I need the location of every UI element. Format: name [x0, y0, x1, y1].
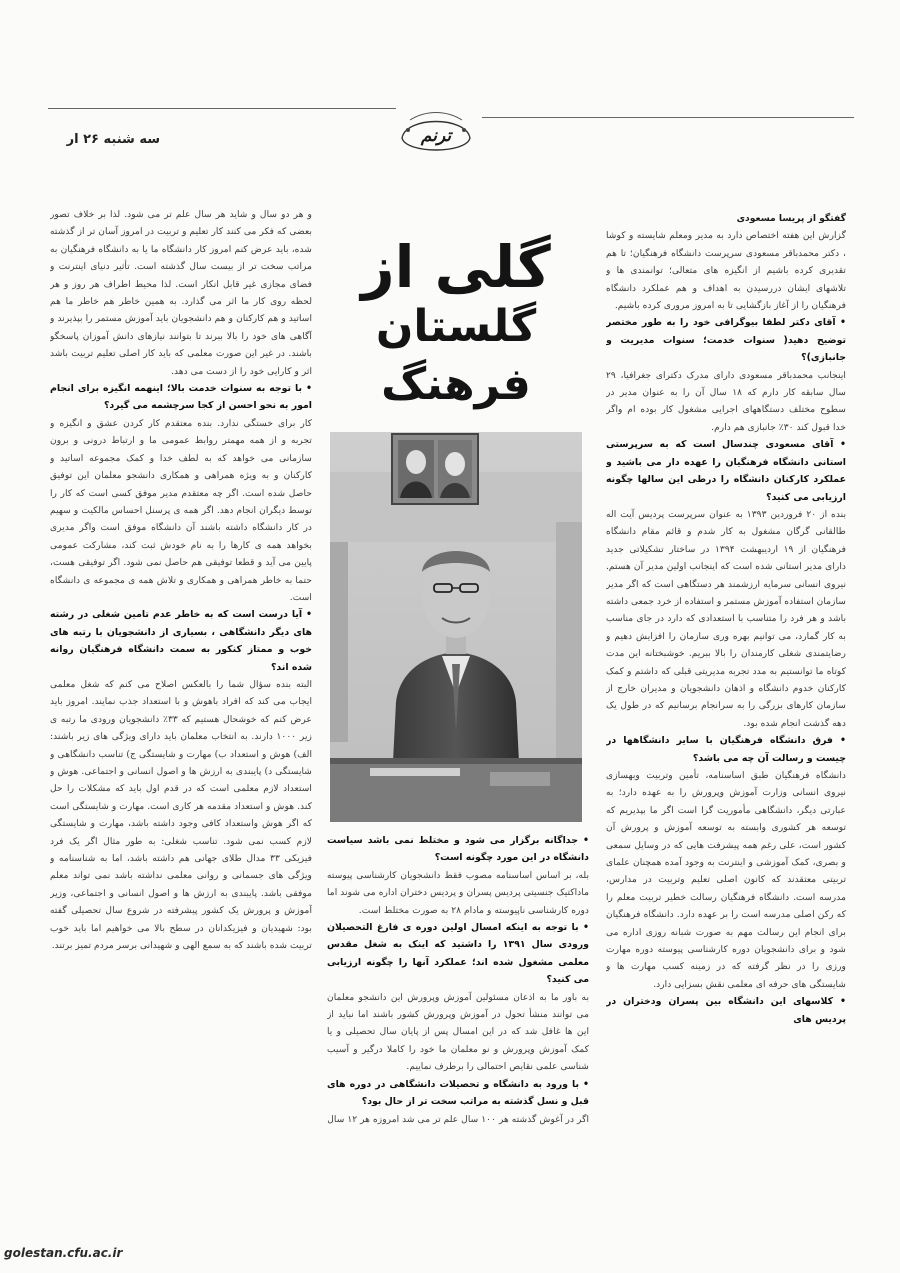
headline-line-1: گلی از — [361, 233, 551, 301]
interview-question: • جداگانه برگزار می شود و مختلط نمی باشد سیاست دانشگاه در این مورد چگونه است؟ — [327, 835, 589, 864]
paragraph: بنده از ۲۰ فروردین ۱۳۹۳ به عنوان سرپرست پردیس آیت اله طالقانی گرگان مشغول به کار شدم و قائم مقام دانشگاه فرهنگیان از ۱۹ اردیبهشت ۱۳۹۴ در ساختار تشکیلاتی جدید دارای مدیر استانی شده است که اینجانب اولین مدیر آن هستم. نیروی انسانی سرمایه ارزشمند هر دستگاهی است که اگر مدیر سازمان استفاده آموزش مستمر و استفاده از خرد جمعی داشته باشد و هر فرد را متناسب با استعدادی که دارد در جای مناسب به کار گمارد، می توانیم بهره وری سازمان را افزایش دهیم و رضایتمندی شغلی کارمندان را بالا ببریم. خوشبختانه این مدت کوتاه ما توانستیم به مدد تجربه مدیریتی قبلی که داشتم و کمک کارکنان خدوم دانشگاه و اذهان دانشجویان و مدیران خارج از سازمان کارهای بزرگی را به سرانجام برسانیم که در طول یک دهه گذشت انجام شده بود. — [606, 508, 846, 729]
paragraph: اینجانب محمدباقر مسعودی دارای مدرک دکترای جغرافیا، ۲۹ سال سابقه کار دارم که ۱۸ سال آن را به عنوان مدیر در سطوح مختلف دستگاههای اجرایی مشغول کار بوده ام واگر خدا قبول کند ۳۰٪ جانبازی هم دارم. — [606, 369, 846, 433]
interview-photo — [330, 432, 582, 822]
paragraph: البته بنده سؤال شما را بالعکس اصلاح می کنم که شغل معلمی ایجاب می کند که افراد باهوش و با استعداد جذب نمایند. امروز باید عرض کنم که خوشحال هستیم که ۳۳٪ دانشجویان ورودی ما رتبه ی زیر ۱۰۰۰ دارند. به انتخاب معلمان باید دارای ویژگی های زیر باشند: الف) هوش و استعداد ب) مهارت و شایستگی ج) تناسب دانشگاهی و شایستگی د) پایبندی به ارزش ها و اصول انسانی و اجتماعی. هوش و استعداد لازم معلمی است که در قدم اول باید که مشکلات را حل کند. هوش و استعداد مقدمه هر کاری است. مهارت و شایستگی است که اگر هوش واستعداد کافی وجود داشته باشد، مهارت و شایستگی لازم کسب نمی شود. تناسب شغلی: به طور مثال اگر یک فرد فیزیکی ۳۳ مدال طلای جهانی هم داشته باشد، اما به شناسنامه و ویژگی های جسمانی و روانی معلمی نداشته باشد نمی تواند معلم موفقی باشد. پایبندی به ارزش ها و اصول انسانی و اجتماعی، وزیر آموزش و پرورش یک کشور پیشرفته در شروع سال تحصیلی گفته بود: شهیدیان و فیزیکدانان در سطح بالا می خواهیم اما باید خوب تربیت شده باشند که به سمع الهی و شهیدانی برسر مردم تمیز برتند. — [50, 678, 312, 952]
column-logo — [396, 108, 476, 158]
paragraph: اگر در آغوش گذشته هر ۱۰۰ سال علم تر می شد امروزه هر ۱۲ سال — [327, 1113, 589, 1125]
interview-question: • آقای دکتر لطفا بیوگرافی خود را به طور مختصر توضیح دهید( سنوات خدمت؛ سنوات مدیریت و جانبازی)؟ — [606, 317, 846, 364]
interview-question: • با توجه به سنوات خدمت بالا؛ اینهمه انگیزه برای انجام امور به نحو احسن از کجا سرچشمه می گیرد؟ — [50, 383, 312, 412]
interview-question: • آیا درست است که به خاطر عدم تامین شغلی در رشته های دیگر دانشگاهی ، بسیاری از دانشجویان با رتبه های خوب و ممتاز کنکور به سمت دانشگاه فرهنگیان روانه شده اند؟ — [50, 609, 312, 673]
issue-date: سه شنبه ۲۶ ار — [66, 132, 160, 147]
byline: گفتگو از پریسا مسعودی — [736, 213, 846, 224]
header-rule-right — [482, 117, 854, 118]
headline — [330, 233, 582, 414]
column-right — [606, 210, 846, 1160]
logo-text: ترنم — [420, 126, 452, 146]
footer-url: golestan.cfu.ac.ir — [4, 1246, 123, 1260]
paragraph: و هر دو سال و شاید هر سال علم تر می شود. لذا بر خلاف تصور بعضی که فکر می کنند کار تعلیم و تربیت در امروز آسان تر از گذشته شده، باید عرض کنم امروز کار دانشگاه ما یا به دانشگاه فرهنگیان به مراتب سخت تر از بیست سال گذشته است. تأثیر دنیای اینترنت و فضای مجازی غیر قابل انکار است. لذا محیط اطراف هر روز و هر لحظه روی کار ما اثر می گذارد. به همین خاطر هم خاطر ما هم اساتید و هم کارکنان و هم دانشجویان باید آموزش مستمر را بپذیرند و آگاهی های خود را بالا ببرند تا بتوانند نیازهای دانش آموزان پاسخگو باشند. در غیر این صورت معلمی که باید کار اصلی تعلیم تربیت باشد اثر و کارایی خود را از دست می دهد. — [50, 209, 312, 377]
interview-question: • کلاسهای این دانشگاه بین پسران ودختران در پردیس های — [606, 996, 846, 1025]
paragraph: گزارش این هفته اختصاص دارد به مدیر ومعلم شایسته و کوشا ، دکتر محمدباقر مسعودی سرپرست دانشگاه فرهنگیان؛ تا هم تقدیری کرده باشیم از انگیزه های متعالی؛ توانمندی ها و تلاشهای ایشان دررسیدن به اهداف و هم عملکرد دانشگاه فرهنگیان را از آغاز بازگشایی تا به امروز مروری کرده باشیم. — [606, 230, 846, 312]
interview-question: • با ورود به دانشگاه و تحصیلات دانشگاهی در دوره های قبل و نسل گذشته به مراتب سخت تر از حال بود؟ — [327, 1078, 589, 1108]
column-middle — [327, 832, 589, 1162]
interview-question: • آقای مسعودی چندسال است که به سرپرستی استانی دانشگاه فرهنگیان را عهده دار می باشید و عملکرد کارکنان دانشگاه را درطی این سالها چگونه ارزیابی می کنید؟ — [606, 439, 846, 503]
paragraph: کار برای خستگی ندارد. بنده معتقدم کار کردن عشق و انگیزه و تجربه و از همه مهمتر روابط عمومی ما و ارتباط درونی و برون سازمانی می خواهد که به لطف خدا و کمک مجموعه اساتید و کارکنان و به ویژه همراهی و همکاری دانشجو معلمان این توفیق حاصل شده است. اگر چه معتقدم مدیر موفق کسی است که کار را توسط دیگران انجام دهد. اگر همه ی پرسنل احساس مالکیت و سهیم در کار دانشگاه داشته باشند آن دانشگاه موفق است واگر مدیری بخواهد همه ی کارها را به نام خودش ثبت کند، مشارکت عمومی پایین می آید و قطعا توفیقی هم حاصل نمی شود. اگر توفیقی هست، حتما به خاطر همراهی و همکاری و تلاش همه ی مجموعه ی دانشگاه است. — [50, 417, 312, 603]
interview-question: • با توجه به اینکه امسال اولین دوره ی فارغ التحصیلان ورودی سال ۱۳۹۱ را داشتید که اینک به شغل مقدس معلمی مشغول شده اند؛ عملکرد آنها را چگونه ارزیابی می کنید؟ — [327, 922, 589, 986]
interview-question: • فرق دانشگاه فرهنگیان با سایر دانشگاهها در چیست و رسالت آن چه می باشد؟ — [606, 735, 846, 764]
column-left — [50, 206, 312, 1146]
paragraph: بله، بر اساس اساسنامه مصوب فقط دانشجویان کارشناسی پیوسته ماداکتیک جنسیتی پردیس پسران و پردیس دختران اداره می شوند اما دوره کارشناسی ناپیوسته و مادام ۲۸ به صورت مختلط است. — [327, 869, 589, 916]
headline-line-2: گلستان فرهنگ — [375, 301, 537, 410]
paragraph: به باور ما به اذعان مسئولین آموزش وپرورش این دانشجو معلمان می توانند منشأ تحول در آموزش وپرورش کشور باشند اما نباید از این ها غافل شد که در این امسال پس از پایان سال تحصیلی و یا کمک آموزش وپرورش و نو معلمان ما خود را کاملا درگیر و آسیب شناسی علمی نقایص احتمالی را برطرف نماییم. — [327, 991, 589, 1073]
header-rule-left — [48, 108, 396, 109]
paragraph: دانشگاه فرهنگیان طبق اساسنامه، تأمین وتربیت وبهسازی نیروی انسانی وزارت آموزش وپرورش را به عهده دارد؛ به عبارتی دیگر، دانشگاهی مأموریت گرا است اگر ما بپذیریم که توسعه هر کشوری وابسته به توسعه آموزش و پرورش آن کشور است، علی رغم همه پیشرفت هایی که در وسایل سمعی و بصری، کمک آموزشی و اینترنت به وجود آمده همچنان علمای تربیتی معتقدند که کانون اصلی تعلیم وتربیت در مدارس، مدرسه است. دانشگاه فرهنگیان رسالت خطیر تربیت معلم را که رکن اصلی مدرسه است را بر عهده دارد. دانشگاه فرهنگیان برای انجام این رسالت مهم به صورت شبانه روزی اداره می شود و برای دانشجویان دوره کارشناسی پیوسته دوره مهارت ورزی را در نظر گرفته که در زمینه کسب مهارت ها و شایستگی های حرفه ای معلمی نقش بسزایی دارد. — [606, 770, 846, 990]
